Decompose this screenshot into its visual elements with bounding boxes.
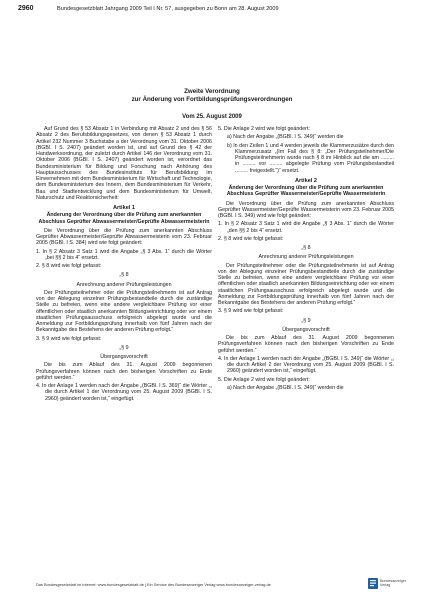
title-line-2: zur Änderung von Fortbildungsprüfungsverordnungen <box>131 95 293 103</box>
article-2-item-1: 1. In § 2 Absatz 3 Satz 1 wird die Angabe „§ 3 Abs. 1“ durch die Wörter „den §§ 2 bis 4“ ersetzt. <box>218 221 394 234</box>
page-header <box>18 5 410 19</box>
title-line-1: Zweite Verordnung <box>184 88 240 95</box>
article-2-section-8-text: Der Prüfungsteilnehmer oder die Prüfungsteilnehmerin ist auf Antrag von der Ablegung einzelner Prüfungsbestandteile durch die zuständige Stelle zu befreien, wenn eine andere vergleichbare Prüfung vor einer öffentlichen oder staatlich anerkannten Bildungseinrichtung oder vor einem staatlichen Prüfungsausschuss erfolgreich abgelegt wurde und die Anmeldung zur Fortbildungsprüfung innerhalb von fünf Jahren nach der Bekanntgabe des Bestehens der anderen Prüfung erfolgt.“ <box>218 262 394 306</box>
left-column <box>36 126 212 404</box>
article-1-heading: Artikel 1 <box>112 205 136 211</box>
article-1-title: Änderung der Verordnung über die Prüfung zum anerkannten Abschluss Geprüfter Abwassermeister/Geprüfte Abwassermeisterin <box>38 212 210 225</box>
article-2-item-5a: a) Nach der Angabe „(BGBl. I S. 349)“ werden die <box>227 384 344 391</box>
document-date: Vom 25. August 2009 <box>182 114 242 120</box>
preamble: Auf Grund des § 53 Absatz 1 in Verbindung mit Absatz 2 und des § 56 Absatz 2 des Berufsbildungsgesetzes, von denen § 53 Absatz 1 durch Artikel 232 Nummer 3 Buchstabe a der Verordnung vom 31. Oktober 2006 (BGBl. I S. 2407) geändert worden ist, und auf Grund des § 42 der Handwerksordnung, der zuletzt durch Artikel 146 der Verordnung vom 31. Oktober 2006 (BGBl. I S. 2407) geändert worden ist, verordnet das Bundesministerium für Bildung und Forschung nach Anhörung des Hauptausschusses des Bundesinstituts für Berufsbildung im Einvernehmen mit dem Bundesministerium für Wirtschaft und Technologie, dem Bundesministerium des Innern, dem Bundesministerium für Verkehr, Bau und Stadtentwicklung und dem Bundesministerium für Umwelt, Naturschutz und Reaktorsicherheit: <box>36 126 212 201</box>
article-1-item-2: 2. § 8 wird wie folgt gefasst: <box>36 263 102 269</box>
section-9-heading: „§ 9 <box>119 344 129 351</box>
article-1-item-5b: b) In den Zeilen 1 und 4 werden jeweils die Klammerzusätze durch den Klammerzusatz „(Im Fall des § 8: „Der Prüfungsteilnehmer/Die Prüfungsteilnehmerin wurde nach § 8 im Hinblick auf die am ......... in ......... vor ......... abgelegte Prüfung vom Prüfungsbestandteil ......... freigestellt.“)“ ersetzt. <box>227 142 394 174</box>
publisher-logo <box>368 577 412 591</box>
page-number: 2960 <box>18 5 34 12</box>
publisher-logo-icon <box>368 578 378 589</box>
article-2-section-9-heading: „§ 9 <box>301 317 311 324</box>
document-title <box>30 88 394 103</box>
publisher-logo-text: Bundesanzeiger Verlag <box>380 579 406 588</box>
article-2-title: Änderung der Verordnung über die Prüfung zum anerkannten Abschluss Geprüfter Wassermeister/Geprüfte Wassermeisterin <box>226 185 386 198</box>
article-2-heading: Artikel 2 <box>294 177 318 184</box>
article-1-item-4: 4. In der Anlage 1 werden nach der Angabe „(BGBl. I S. 369)“ die Wörter „, die durch Artikel 1 der Verordnung vom 25. August 2009 (BGBl. I S. 2960) geändert worden ist,“ eingefügt. <box>36 383 212 402</box>
section-9-text: Die bis zum Ablauf des 31. August 2009 begonnenen Prüfungsverfahren können nach den bisherigen Vorschriften zu Ende geführt werden.“ <box>36 362 212 381</box>
article-1-item-1: 1. In § 2 Absatz 3 Satz 1 wird die Angabe „§ 3 Abs. 1“ durch die Wörter „bei §§ 2 bis 4“ ersetzt. <box>36 248 212 261</box>
article-2-item-3: 3. § 9 wird wie folgt gefasst: <box>218 308 284 315</box>
article-2-section-8-title: Anrechnung anderer Prüfungsleistungen <box>258 254 354 261</box>
article-2-item-2: 2. § 8 wird wie folgt gefasst: <box>218 235 284 242</box>
page-footer: Das Bundesgesetzblatt im Internet: www.bundesgesetzblatt.de | Ein Service des Bundesanzeiger Verlag www.bundesanzeiger-verlag.de <box>36 582 271 587</box>
article-2-intro: Die Verordnung über die Prüfung zum anerkannten Abschluss Geprüfter Wassermeister/Geprüfte Wassermeisterin vom 23. Februar 2005 (BGBl. I S. 349) wird wie folgt geändert: <box>218 200 394 219</box>
article-2-section-9-title: Übergangsvorschrift <box>282 326 330 333</box>
article-1-intro: Die Verordnung über die Prüfung zum anerkannten Abschluss Geprüfter Abwassermeister/Geprüfte Abwassermeisterin vom 23. Februar 2005 (BGBl. I S. 384) wird wie folgt geändert: <box>36 227 212 247</box>
article-1-item-5a: a) Nach der Angabe „(BGBl. I S. 349)“ werden die <box>227 134 344 141</box>
section-9-title: Übergangsvorschrift <box>100 354 148 360</box>
article-2-item-4: 4. In der Anlage 1 werden nach der Angabe „(BGBl. I S. 349)“ die Wörter „, die durch Artikel 2 der Verordnung vom 25. August 2009 (BGBl. I S. 2960) geändert worden ist,“ eingefügt. <box>218 355 394 375</box>
article-2-section-8-heading: „§ 8 <box>301 245 311 251</box>
right-column <box>218 126 394 393</box>
section-8-text: Der Prüfungsteilnehmer oder die Prüfungsteilnehmerin ist auf Antrag von der Ablegung einzelner Prüfungsbestandteile durch die zuständige Stelle zu befreien, wenn eine andere vergleichbare Prüfung vor einer öffentlichen oder staatlich anerkannten Bildungseinrichtung oder vor einem staatlichen Prüfungsausschuss erfolgreich abgelegt wurde und die Anmeldung zur Fortbildungsprüfung innerhalb von fünf Jahren nach der Bekanntgabe des Bestehens der anderen Prüfung erfolgt.“ <box>36 289 212 334</box>
running-head: Bundesgesetzblatt Jahrgang 2009 Teil I Nr. 57, ausgegeben zu Bonn am 28. August 2009 <box>57 6 279 12</box>
article-1-item-5: 5. Die Anlage 2 wird wie folgt geändert: <box>218 126 310 132</box>
article-1-item-3: 3. § 9 wird wie folgt gefasst: <box>36 335 102 342</box>
article-2-item-5: 5. Die Anlage 2 wird wie folgt geändert: <box>218 376 310 383</box>
section-8-heading: „§ 8 <box>119 272 129 279</box>
section-8-title: Anrechnung anderer Prüfungsleistungen <box>76 281 172 288</box>
article-2-section-9-text: Die bis zum Ablauf des 31. August 2009 begonnenen Prüfungsverfahren können nach den bisherigen Vorschriften zu Ende geführt werden.“ <box>218 335 394 354</box>
